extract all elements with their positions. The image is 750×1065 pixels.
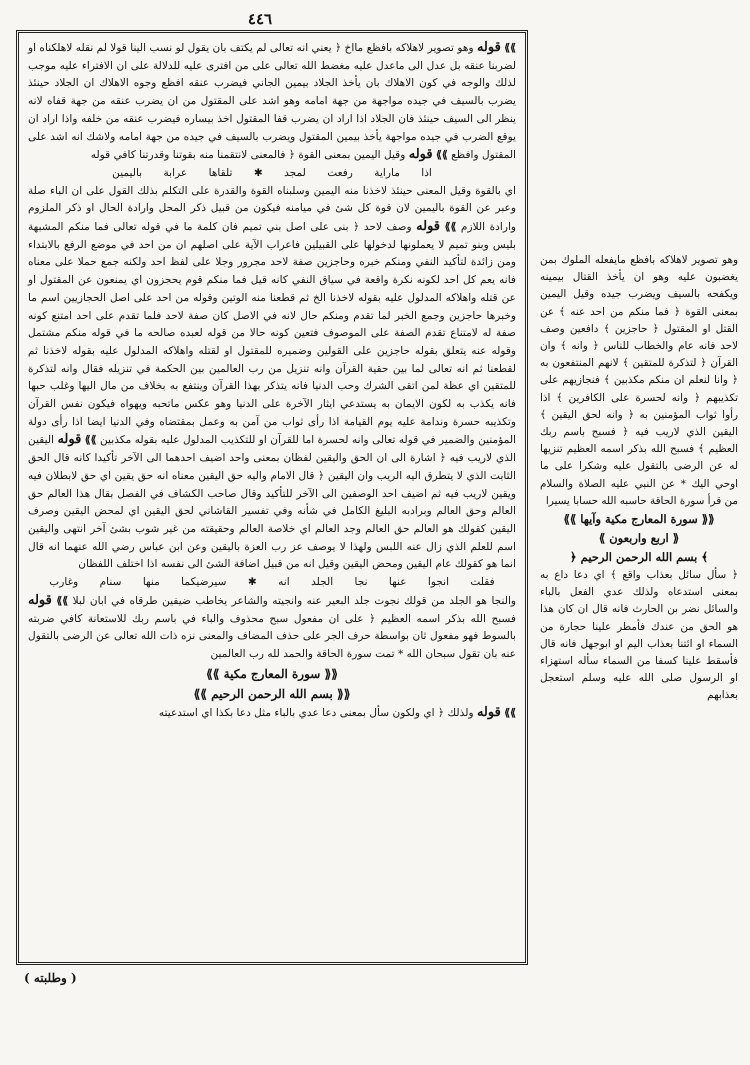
- ornament-right-icon: ⟫: [598, 531, 606, 546]
- surah-heading: [28, 664, 516, 684]
- lemma-marker: قوله: [476, 40, 501, 55]
- ornament-left-icon: ⟪⟪: [337, 686, 351, 701]
- poetry-verse: [28, 165, 516, 183]
- ornament-right-icon: ⟫⟫: [206, 666, 220, 681]
- margin-surah-title: سورة المعارج مكية وآيها: [580, 512, 698, 527]
- ornament-left-icon: ⟪⟪: [701, 512, 715, 527]
- commentary-paragraph: [28, 39, 516, 165]
- ornament-open-icon: ⟫⟫: [56, 594, 69, 607]
- margin-basmala: [540, 548, 738, 567]
- ornament-left-icon: ⟪⟪: [324, 666, 338, 681]
- ornament-open-icon: ⟫⟫: [504, 42, 517, 54]
- commentary-text: اليقين الذي لاريب فيه ﴿ اشارة الى ان الحق واليقين لفظان بمعنى واحد اضيف احدهما الى الآخر تأكيدا كانه قال الحق الثابت الذي لا يتطرق اليه الريب وان اليقين ﴿ قال الامام واليه حق اليقين معناه انه حق يقين اي حق لابطلان فيه ويقين لاريب فيه ثم اضيف احد الوصفين الى الآخر للتأكيد وقال صاحب الكشاف في الفصل بقال هذا العالم حق العالم وحق العالم وبرادبه البليغ الكامل في شأنه وفي تفسير القاشاني لحق اليقين اي لمحض اليقين وصرف اليقين كقولك هو العالم حق العالم وجد العالم اي خلاصة العالم وحقيقته من غير شوب بشئ آخر انتهى واليقين اسم للعلم الذي زال عنه اللبس ولهذا لا يوصف عز رب العزة باليقين وعن ابن عباس رضي الله عنهما انه قال انما هو كقولك عام اليقين ومحض اليقين وقيل انه من قبيل اضافة الشئ الى نفسه اذا اختلف اللفظان: [28, 434, 516, 571]
- commentary-text: ولذلك ﴿ اي ولكون سأل بمعنى دعا عدي بالباء مثل دعا بكذا اي استدعيته: [158, 706, 474, 719]
- ayah-count-text: اربع واربعون: [609, 531, 669, 546]
- ornament-open-icon: ⟫⟫: [444, 221, 457, 234]
- ornament-left-icon: ⟪: [672, 531, 680, 546]
- margin-surah-heading: [540, 510, 738, 529]
- margin-paragraph: وهو تصوير لاهلاكه بافظع مايفعله الملوك بمن يغضبون عليه وهو ان يأخذ القتال بيمينه ويكفحه بالسيف ويضرب جيده وقيل اليمين بمعنى القوة ﴿ فما منكم من احد عنه ﴾ عن القتل او المقتول ﴿ حاجزين ﴾ دافعين وصف لاحد فانه عام والخطاب للناس ﴿ وانه ﴾ وان القرآن ﴿ لتذكرة للمتقين ﴾ لانهم المنتفعون به ﴿ وانا لنعلم ان منكم مكذبين ﴾ فنجازيهم على تكذيبهم ﴿ وانه لحسرة على الكافرين ﴾ اذا رأوا ثواب المؤمنين به ﴿ وانه لحق اليقين ﴾ اليقين الذي لاريب فيه ﴿ فسبح باسم ربك العظيم ﴾ فسبح الله بذكر اسمه العظيم تنزيها له عن الرضى بالتقول عليه وشكرا على ما اوحي اليك * عن النبي عليه الصلاة والسلام من قرأ سورة الحاقة حاسبه الله حسابا يسيرا: [540, 254, 738, 507]
- catchword: ( وطلبته ): [24, 971, 77, 985]
- commentary-paragraph: [28, 183, 516, 574]
- commentary-text: وهو تصوير لاهلاكه بافظع مااخ ﴿ يعني انه تعالى لم يكتف بان يقول لو نسب الينا قولا لم نقله لاهلكناه او لضربنا عنقه بل عدل الى ماعدل عليه مغضط الله تعالى على من افترى عليه للدلالة على ان الافتراء عليه موجب لذلك والوجه في كون الاهلاك بان يأخذ الجلاد بيمين الجاني فيضرب عنقه افظع وجوه الاهلاك ان الجلاد حينئذ يضرب بالسيف في جيده مواجهة من جهة امامه وهو اشد على المقتول من ان يضرب عنقه من جهة قفاه لانه ينظر الى السيف حينئذ فان الجلاد اذا اراد ان يضرب قفا المقتول اخذ بيساره فيضرب عنقه من خلفه واذا اراد ان يوقع الضرب في جيده مواجهة يأخذ بيمين المقتول ويضرب بالسيف في جيده من جهة امامه ولاشك انه اشد على المقتول وافظع: [28, 42, 516, 162]
- verse-hemistich: فقلت انجوا عنها نجا الجلد انه: [278, 576, 495, 589]
- lemma-marker: قوله: [416, 219, 441, 235]
- verse-hemistich: سيرضيكما منها سنام وغارب: [49, 576, 227, 589]
- margin-paragraph: ﴿ سأل سائل بعذاب واقع ﴾ اي دعا داع به بمعنى استدعاه ولذلك عدي الفعل بالباء والسائل نضر بن الحارث فانه قال ان كان هذا هو الحق من عندك فأمطر علينا حجارة من السماء او ائتنا بعذاب اليم او ابوجهل فانه قال فأسقط علينا كسفا من السماء سأله استهزاء او الرسول صلى الله عليه وسلم استعجل بعذابهم: [540, 569, 738, 702]
- commentary-paragraph: [28, 592, 516, 664]
- lemma-marker: قوله: [408, 147, 433, 163]
- verse-star-icon: ✱: [253, 166, 263, 179]
- commentary-paragraph: [28, 704, 516, 723]
- commentary-text: اي بالقوة وقيل المعنى حينئذ لاخذنا منه اليمين وسلبناه القوة والقدرة على التكلم بذلك القول على ان الباء صلة وعبر عن القوة باليمين لان قوة كل شئ في ميامنه فيكون من قبيل ذكر المحل وارادة الحال او ذكر الملزوم وارادة اللازم: [28, 184, 517, 234]
- lemma-marker: قوله: [57, 432, 82, 448]
- ornament-right-icon: ⟫⟫: [563, 512, 577, 527]
- verse-hemistich: اذا ماراية رفعت لمجد: [284, 166, 432, 179]
- verse-star-icon: ✱: [247, 576, 257, 589]
- commentary-text: وقيل اليمين بمعنى القوة ﴿ فالمعنى لانتقمنا منه بقوتنا وقدرتنا كافي قوله: [90, 149, 406, 162]
- margin-basmala-text: بسم الله الرحمن الرحيم: [580, 550, 698, 565]
- margin-ayah-count: [540, 529, 738, 548]
- surah-title: سورة المعارج مكية: [223, 666, 321, 681]
- lemma-marker: قوله: [28, 592, 52, 608]
- page-number: ٤٤٦: [247, 10, 273, 28]
- ornament-open-icon: ⟫⟫: [84, 434, 97, 447]
- ornament-left-icon: ﴾: [701, 550, 709, 565]
- poetry-verse: [28, 574, 516, 592]
- lemma-marker: قوله: [476, 704, 501, 720]
- margin-tafsir-column: [540, 252, 738, 705]
- commentary-text: فسبح الله بذكر اسمه العظيم ﴿ على ان مفعول سبح محذوف والباء في باسم ربك للاستعانة كافي ضربته بالسوط فهو مفعول ثان بواسطة حرف الجر على حذف المضاف والمعنى نزه ذات الله تعالى عن الرضى بالتقول عنه بان تقول سبحان الله * تمت سورة الحاقة والحمد لله رب العالمين: [28, 612, 516, 660]
- commentary-text: وصف لاحد ﴿ بنى على اصل بني تميم فان كلمة ما في قوله تعالى فما منكم المشبهة بليس وبنو تميم لا يعملونها لدخولها على القبيلين فاعراب الآية على اصلهم ان من احد في موضع الرفع بالابتداء ومن زائدة لتأكيد النفي ومنكم خبره وحاجزين صفة لاحد مجرور وجلا على لفظ احد ولكنه جمع حملا على معناه فانه يعم كل احد لكونه نكرة واقعة في سياق النفي كانه قيل فما منكم قوم يحجزون اي يمنعون عن المقتول او عن قتله واهلاكه المدلول عليه بقوله لاخذنا الخ ثم قطعنا منه الوتين وقوله من احد على اصل الحجازيين اسم ما وخبرها حاجزين وجمع الخبر لما تقدم ومنكم حال لانه في الاصل كان صفة لاحد فلما تقدم على احد امتنع كونه صفة له لامتناع تقدم الصفة على الموصوف فتعين كونه حالا من قوله لعبده صالحه ما في قوله منكم مشتمل وقوله عنه يتعلق بقوله حاجزين على القولين وضميره للمقتول او لقتله واهلاكه المدلول عليه بقوله لاخذنا ثم لقطعنا ثم انه تعالى لما بين حقية القرآن وانه تنزيل من رب العالمين بين الحكمة في تنزيله فقال وانه لتذكرة للمتقين اي عظة لمن اتقى الشرك وحب الدنيا فانه يتذكر بهذا القرآن وينتفع به بخلاف من مال اليها وغلب حبها فانه يكذب به لكون الايمان به يستدعي ايثار الآخرة على الدنيا وهو عكس ماتحبه ويهواه فيكون نفس القرآن وتكذيبه حسرة وندامة عليه يوم القيامة اذا رأى ثواب من آمن به وعمل بمقتضاه وفي الدنيا ايضا اذا رأى دولة المؤمنين والضمير في قوله تعالى وانه لحسرة اما للقرآن او للتكذيب المدلول عليه بقوله مكذبين: [28, 221, 517, 447]
- ornament-open-icon: ⟫⟫: [435, 149, 448, 162]
- ornament-open-icon: ⟫⟫: [504, 706, 516, 719]
- ornament-right-icon: ⟫⟫: [193, 686, 207, 701]
- basmala-heading: [28, 684, 516, 704]
- verse-hemistich: تلقاها عرابة باليمين: [112, 166, 233, 179]
- basmala-text: بسم الله الرحمن الرحيم: [211, 686, 333, 701]
- commentary-text: والنجا هو الجلد من قولك نجوت جلد البعير عنه وانجيته والشاعر يخاطب ضيفين طرقاه في ابان لبلا: [72, 594, 517, 607]
- ornament-right-icon: ﴿: [569, 550, 577, 565]
- main-text-frame: [16, 30, 528, 965]
